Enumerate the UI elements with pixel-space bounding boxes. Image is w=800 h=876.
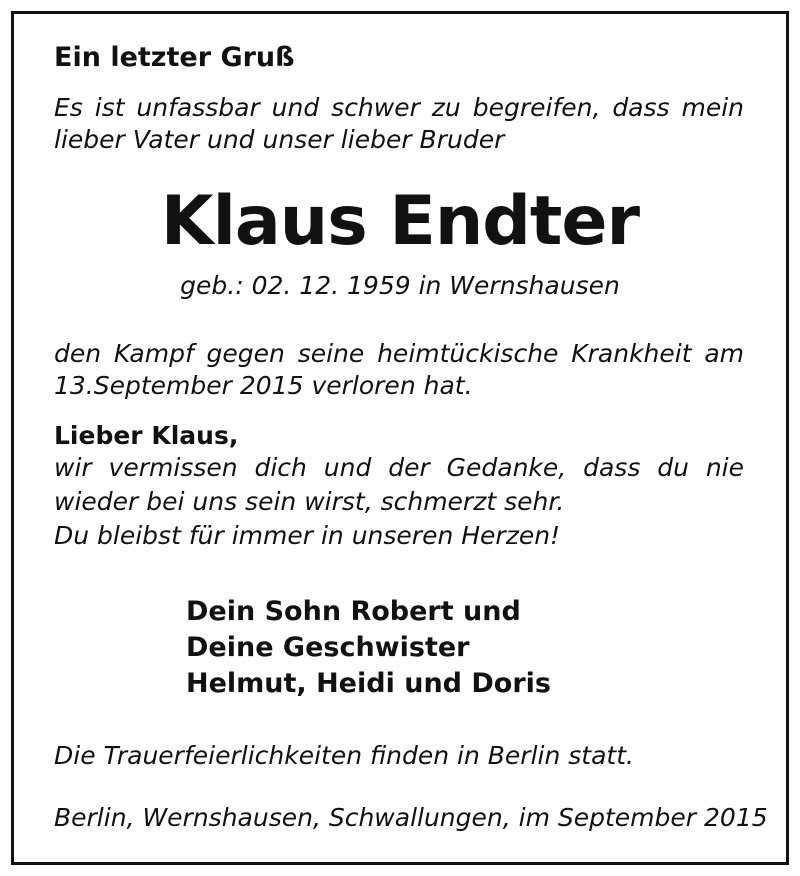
intro-line-1: Es ist unfassbar und schwer zu begreifen, dass mein [54, 93, 744, 122]
obituary-border [11, 11, 789, 865]
death-line-1: den Kampf gegen seine heimtückische Krankheit am [54, 339, 744, 368]
obituary-content [14, 14, 786, 862]
address-line-2: wieder bei uns sein wirst, schmerzt sehr. [54, 487, 565, 516]
death-line-2: 13.September 2015 verloren hat. [54, 371, 473, 400]
signature-line-3: Helmut, Heidi und Doris [186, 668, 552, 699]
signature-line-1: Dein Sohn Robert und [186, 596, 521, 627]
address-line-1: wir vermissen dich und der Gedanke, dass du nie [54, 453, 744, 482]
intro-line-2: lieber Vater und unser lieber Bruder [54, 125, 505, 154]
place-date: Berlin, Wernshausen, Schwallungen, im September 2015 [54, 803, 768, 832]
birth-info: geb.: 02. 12. 1959 in Wernshausen [180, 271, 620, 300]
funeral-note: Die Trauerfeierlichkeiten finden in Berlin statt. [54, 741, 634, 770]
heading: Ein letzter Gruß [54, 42, 295, 73]
signature-line-2: Deine Geschwister [186, 632, 470, 663]
salutation: Lieber Klaus, [54, 421, 239, 450]
address-line-3: Du bleibst für immer in unseren Herzen! [54, 521, 561, 550]
deceased-name: Klaus Endter [160, 182, 640, 261]
